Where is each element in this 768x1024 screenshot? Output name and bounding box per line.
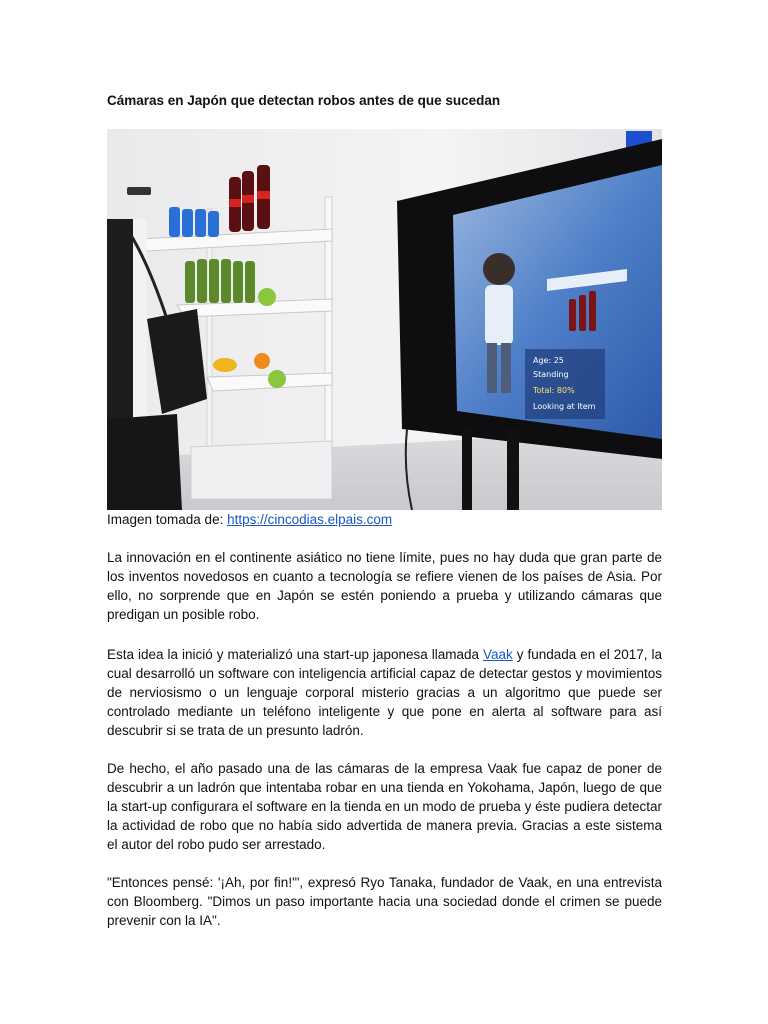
- paragraph-2-text-before: Esta idea la inició y materializó una start-up japonesa llamada: [107, 647, 483, 662]
- vaak-link[interactable]: Vaak: [482, 647, 513, 662]
- paragraph-2: [107, 645, 662, 740]
- screen-label-standing: Standing: [533, 370, 569, 379]
- caption-source-link[interactable]: https://cincodias.elpais.com: [227, 512, 393, 527]
- paragraph-3: De hecho, el año pasado una de las cámaras de la empresa Vaak fue capaz de poner de descubrir a un ladrón que intentaba robar en una tienda en Yokohama, Japón, luego de que la start-up configurara el software en la tienda en un modo de prueba y éste pudiera detectar la actividad de robo que no había sido advertida de manera previa. Gracias a este sistema el autor del robo pudo ser arrestado.: [107, 761, 662, 852]
- paragraph-4: "Entonces pensé: '¡Ah, por fin!'", expresó Ryo Tanaka, fundador de Vaak, en una entrevista con Bloomberg. "Dimos un paso importante hacia una sociedad donde el crimen se puede prevenir con la IA".: [107, 875, 662, 928]
- article-photo: [107, 129, 662, 510]
- screen-label-looking: Looking at Item: [533, 402, 596, 411]
- screen-label-age: Age: 25: [533, 356, 564, 365]
- caption-prefix: Imagen tomada de:: [107, 512, 228, 527]
- screen-label-total: Total: 80%: [533, 386, 575, 395]
- image-caption: [107, 512, 392, 527]
- paragraph-1: La innovación en el continente asiático no tiene límite, pues no hay duda que gran parte de los inventos novedosos en cuanto a tecnología se refiere vienen de los países de Asia. Por ello, no sorprende que en Japón se estén poniendo a prueba y utilizando cámaras que predigan un posible robo.: [107, 550, 662, 622]
- article-title: Cámaras en Japón que detectan robos antes de que sucedan: [107, 93, 501, 108]
- paragraph-2-text-after: y fundada en el 2017, la cual desarrolló un software con inteligencia artificial capaz de detectar gestos y movimientos de nerviosismo o un lenguaje corporal misterio gracias a un algoritmo que puede ser controlado mediante un teléfono inteligente y que pone en alerta al software para así descubrir si se trata de un presunto ladrón.: [107, 647, 662, 738]
